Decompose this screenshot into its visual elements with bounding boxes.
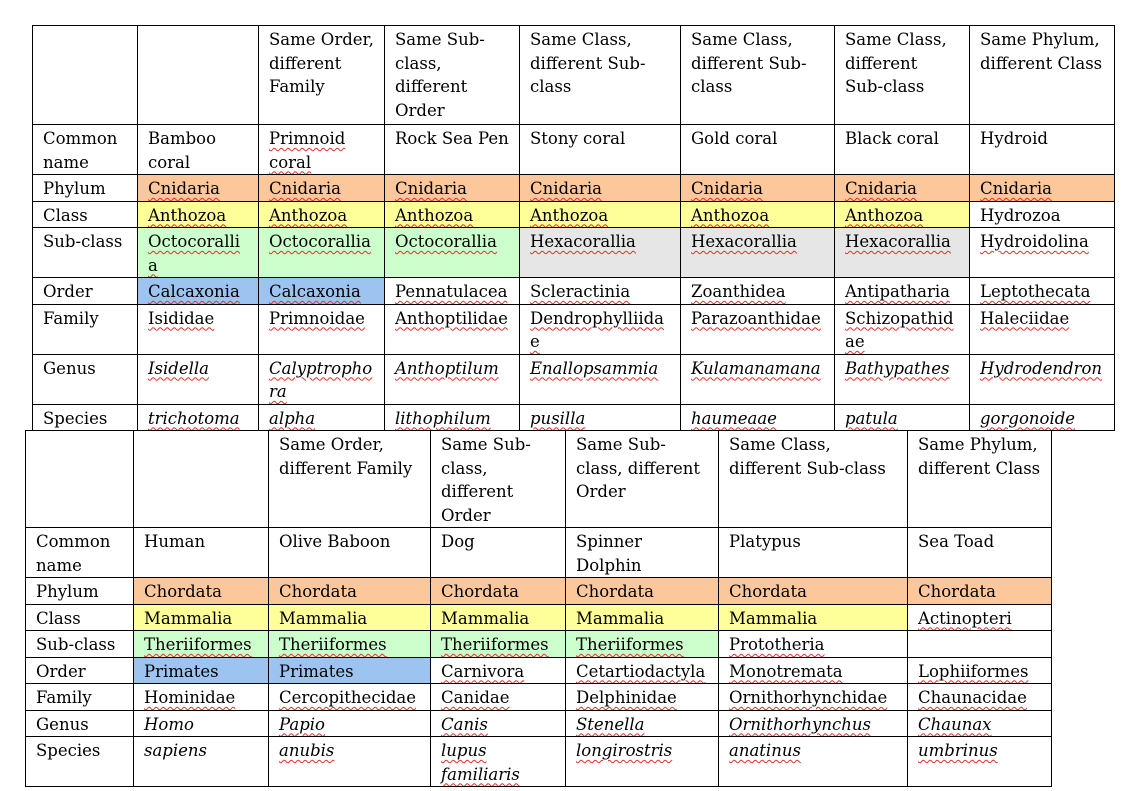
table-cell <box>259 201 385 228</box>
cell-text: Cnidaria <box>845 179 917 198</box>
table-cell <box>835 175 970 202</box>
header-cell: Same Class, different Sub-class <box>681 26 835 125</box>
cell-text: umbrinus <box>918 741 998 760</box>
table-cell: Spinner Dolphin <box>566 528 719 578</box>
table-cell: sapiens <box>134 737 269 787</box>
cell-text: Parazoanthidae <box>691 308 821 328</box>
header-cell <box>26 431 134 528</box>
table-cell <box>908 657 1052 684</box>
table-cell <box>835 354 970 404</box>
table-cell <box>719 710 908 737</box>
row-label: Family <box>33 304 138 354</box>
table-cell: Rock Sea Pen <box>385 125 520 175</box>
table-cell: Dog <box>431 528 566 578</box>
table-cell <box>431 737 566 787</box>
cell-text: Cnidaria <box>269 179 341 198</box>
cell-text: Chaunax <box>918 714 992 734</box>
row-label: Common name <box>33 125 138 175</box>
header-cell: Same Sub-class, different Order <box>431 431 566 528</box>
cell-text: Anthoptilum <box>395 358 499 378</box>
cell-text: pusilla <box>530 408 586 428</box>
table-cell <box>385 201 520 228</box>
cell-text: Hexacorallia <box>845 232 951 251</box>
table-cell <box>681 278 835 305</box>
table-cell <box>138 175 259 202</box>
row-label: Phylum <box>26 578 134 605</box>
table-cell <box>970 304 1115 354</box>
row-label: Class <box>26 604 134 631</box>
table-cell <box>520 228 681 278</box>
table-cell: Platypus <box>719 528 908 578</box>
cell-text: Theriiformes <box>279 635 387 654</box>
cell-text: Theriiformes <box>144 635 252 654</box>
cell-text: Theriiformes <box>576 635 684 654</box>
cell-text: Cercopithecidae <box>279 688 416 707</box>
cell-text: Cnidaria <box>395 179 467 198</box>
cell-text: Anthozoa <box>691 205 770 225</box>
table-cell: Primates <box>134 657 269 684</box>
table-cell <box>566 631 719 658</box>
table-cell <box>681 404 835 431</box>
row-label: Order <box>33 278 138 305</box>
cell-text: anatinus <box>729 741 801 760</box>
table-cell: Homo <box>134 710 269 737</box>
table-cell <box>385 304 520 354</box>
cnidaria-taxonomy-table <box>32 25 1115 431</box>
table-row <box>33 304 1115 354</box>
table-cell <box>908 604 1052 631</box>
table-row <box>26 604 1052 631</box>
table-cell <box>520 201 681 228</box>
cell-text: longirostris <box>576 741 673 760</box>
table-cell <box>259 354 385 404</box>
cell-text: Delphinidae <box>576 688 677 707</box>
table-cell <box>269 710 431 737</box>
table-cell: Stony coral <box>520 125 681 175</box>
table-cell <box>835 228 970 278</box>
table-cell <box>138 278 259 305</box>
table-cell <box>681 175 835 202</box>
cell-text: Stenella <box>576 714 645 734</box>
row-label: Phylum <box>33 175 138 202</box>
table-cell <box>520 404 681 431</box>
table-cell <box>385 175 520 202</box>
table-cell <box>681 201 835 228</box>
cell-text: Cnidaria <box>980 179 1052 198</box>
cell-text: Actinopteri <box>918 608 1012 628</box>
table-cell: Human <box>134 528 269 578</box>
cell-text: Hexacorallia <box>691 232 797 251</box>
table-row <box>26 528 1052 578</box>
table-cell <box>566 657 719 684</box>
header-cell: Same Phylum, different Class <box>970 26 1115 125</box>
table-row <box>26 657 1052 684</box>
table-cell <box>138 201 259 228</box>
cell-text: lithophilum <box>395 408 491 428</box>
header-cell: Same Order, different Family <box>269 431 431 528</box>
table-cell <box>134 631 269 658</box>
table-cell <box>681 304 835 354</box>
table-row <box>33 125 1115 175</box>
header-cell <box>138 26 259 125</box>
table-cell: Hydrozoa <box>970 201 1115 228</box>
row-label: Species <box>33 404 138 431</box>
cell-text: Antipatharia <box>845 282 950 301</box>
header-cell: Same Class, different Sub-class <box>835 26 970 125</box>
table-row <box>33 278 1115 305</box>
table-cell <box>269 631 431 658</box>
cell-text: Anthozoa <box>395 205 474 225</box>
cell-text: Anthozoa <box>269 205 348 225</box>
row-label: Genus <box>33 354 138 404</box>
table-cell <box>385 278 520 305</box>
cell-text: Cnidaria <box>530 179 602 198</box>
cell-text: Carnivora <box>441 661 525 681</box>
table-row <box>26 737 1052 787</box>
table-cell <box>431 710 566 737</box>
cell-text: Chaunacidae <box>918 688 1027 707</box>
table-cell: Sea Toad <box>908 528 1052 578</box>
table-cell <box>259 175 385 202</box>
table-cell <box>970 404 1115 431</box>
table-cell <box>835 278 970 305</box>
row-label: Genus <box>26 710 134 737</box>
table-cell <box>835 201 970 228</box>
table-cell: Mammalia <box>269 604 431 631</box>
cell-text: Ornithorhynchidae <box>729 688 888 707</box>
cell-text: Calcaxonia <box>148 282 240 301</box>
table-cell <box>520 304 681 354</box>
cell-text: Anthozoa <box>530 205 609 225</box>
table-cell <box>431 657 566 684</box>
table-row <box>33 354 1115 404</box>
table-row <box>26 684 1052 711</box>
header-cell: Same Sub-class, different Order <box>385 26 520 125</box>
cell-text: Lophiiformes <box>918 661 1029 681</box>
table-cell: Primates <box>269 657 431 684</box>
row-label: Class <box>33 201 138 228</box>
cell-text: Prototheria <box>729 635 825 654</box>
header-cell: Same Order, different Family <box>259 26 385 125</box>
header-cell: Same Class, different Sub-class <box>719 431 908 528</box>
table-cell <box>970 228 1115 278</box>
header-cell <box>134 431 269 528</box>
cell-text: trichotoma <box>148 408 240 428</box>
table-cell: Chordata <box>134 578 269 605</box>
table-row <box>33 175 1115 202</box>
table-cell <box>269 684 431 711</box>
cell-text: Schizopathidae <box>845 308 954 351</box>
cell-text: Ornithorhynchus <box>729 714 871 734</box>
table-cell <box>431 631 566 658</box>
table-cell <box>908 684 1052 711</box>
table-cell <box>134 684 269 711</box>
cell-text: Kulamanamana <box>691 358 821 378</box>
cell-text: haumeaae <box>691 408 777 428</box>
table-cell <box>259 278 385 305</box>
cell-text: Enallopsammia <box>530 358 659 378</box>
cell-text: Octocorallia <box>148 232 241 275</box>
cell-text: Pennatulacea <box>395 282 508 301</box>
table-cell <box>719 684 908 711</box>
header-cell: Same Sub-class, different Order <box>566 431 719 528</box>
cell-text: Theriiformes <box>441 635 549 654</box>
cell-text: Primnoidae <box>269 308 365 328</box>
table-cell <box>681 228 835 278</box>
table-cell <box>385 228 520 278</box>
cell-text: Calyptrophora <box>269 358 373 401</box>
table-cell: Gold coral <box>681 125 835 175</box>
cell-text: lupus familiaris <box>441 741 520 784</box>
table-header-row <box>26 431 1052 528</box>
cell-text: Scleractinia <box>530 282 631 301</box>
table-cell: Black coral <box>835 125 970 175</box>
table-cell <box>269 737 431 787</box>
table-cell <box>970 278 1115 305</box>
cell-text: Calcaxonia <box>269 282 361 301</box>
cell-text: anubis <box>279 741 335 760</box>
table-cell <box>566 737 719 787</box>
table-cell <box>520 175 681 202</box>
table-cell <box>908 631 1052 658</box>
cell-text: Zoanthidea <box>691 282 786 301</box>
header-cell: Same Phylum, different Class <box>908 431 1052 528</box>
table-cell <box>970 354 1115 404</box>
cell-text: Canis <box>441 714 488 734</box>
table-cell: Mammalia <box>719 604 908 631</box>
table-cell: Chordata <box>566 578 719 605</box>
table-cell <box>566 710 719 737</box>
cell-text: Dendrophylliidae <box>530 308 665 351</box>
cell-text: Cetartiodactyla <box>576 661 706 681</box>
table-cell: Mammalia <box>431 604 566 631</box>
table-cell <box>566 684 719 711</box>
cell-text: Anthoptilidae <box>395 308 508 328</box>
table-cell: Mammalia <box>134 604 269 631</box>
table-cell <box>719 631 908 658</box>
table-cell: Chordata <box>269 578 431 605</box>
cell-text: Hydrodendron <box>980 358 1103 378</box>
row-label: Order <box>26 657 134 684</box>
row-label: Common name <box>26 528 134 578</box>
header-cell <box>33 26 138 125</box>
cell-text: Primnoid coral <box>269 129 346 172</box>
cell-text: Monotremata <box>729 661 843 681</box>
table-cell <box>520 278 681 305</box>
table-cell <box>520 354 681 404</box>
table-row <box>26 578 1052 605</box>
table-cell <box>259 228 385 278</box>
table-cell <box>835 304 970 354</box>
table-cell: Mammalia <box>566 604 719 631</box>
table-cell <box>385 404 520 431</box>
table-cell: Chordata <box>908 578 1052 605</box>
chordata-taxonomy-table <box>25 430 1052 787</box>
table-cell <box>970 175 1115 202</box>
cell-text: Leptothecata <box>980 282 1091 301</box>
cell-text: gorgonoide <box>980 408 1076 428</box>
cell-text: Canidae <box>441 688 510 707</box>
header-cell: Same Class, different Sub-class <box>520 26 681 125</box>
table-header-row <box>33 26 1115 125</box>
cell-text: Isididae <box>148 308 215 328</box>
table-row <box>33 228 1115 278</box>
table-cell <box>835 404 970 431</box>
row-label: Sub-class <box>33 228 138 278</box>
table-cell: Bamboo coral <box>138 125 259 175</box>
table-cell <box>138 404 259 431</box>
table-row <box>26 631 1052 658</box>
table-cell: Olive Baboon <box>269 528 431 578</box>
row-label: Sub-class <box>26 631 134 658</box>
cell-text: Papio <box>279 714 325 734</box>
cell-text: Cnidaria <box>691 179 763 198</box>
cell-text: Haleciidae <box>980 308 1070 328</box>
table-row <box>26 710 1052 737</box>
table-cell <box>719 657 908 684</box>
table-cell <box>138 228 259 278</box>
cell-text: Hexacorallia <box>530 232 636 251</box>
table-cell <box>681 354 835 404</box>
table-cell <box>431 684 566 711</box>
row-label: Species <box>26 737 134 787</box>
table-cell <box>259 125 385 175</box>
cell-text: alpha <box>269 408 316 428</box>
cell-text: Octocorallia <box>395 232 497 251</box>
cell-text: Bathypathes <box>845 358 950 378</box>
table-cell <box>908 737 1052 787</box>
table-row <box>33 404 1115 431</box>
cell-text: Anthozoa <box>845 205 924 225</box>
cell-text: Octocorallia <box>269 232 371 251</box>
table-cell <box>138 304 259 354</box>
table-cell: Chordata <box>431 578 566 605</box>
cell-text: Hydroidolina <box>980 232 1089 251</box>
table-cell: Chordata <box>719 578 908 605</box>
table-cell <box>259 304 385 354</box>
cell-text: Anthozoa <box>148 205 227 225</box>
table-cell <box>908 710 1052 737</box>
cell-text: patula <box>845 408 898 428</box>
cell-text: Hominidae <box>144 688 236 707</box>
table-cell: Hydroid <box>970 125 1115 175</box>
cell-text: Isidella <box>148 358 209 378</box>
table-cell <box>719 737 908 787</box>
table-row <box>33 201 1115 228</box>
table-cell <box>385 354 520 404</box>
table-cell <box>259 404 385 431</box>
row-label: Family <box>26 684 134 711</box>
cell-text: Cnidaria <box>148 179 220 198</box>
table-cell <box>138 354 259 404</box>
